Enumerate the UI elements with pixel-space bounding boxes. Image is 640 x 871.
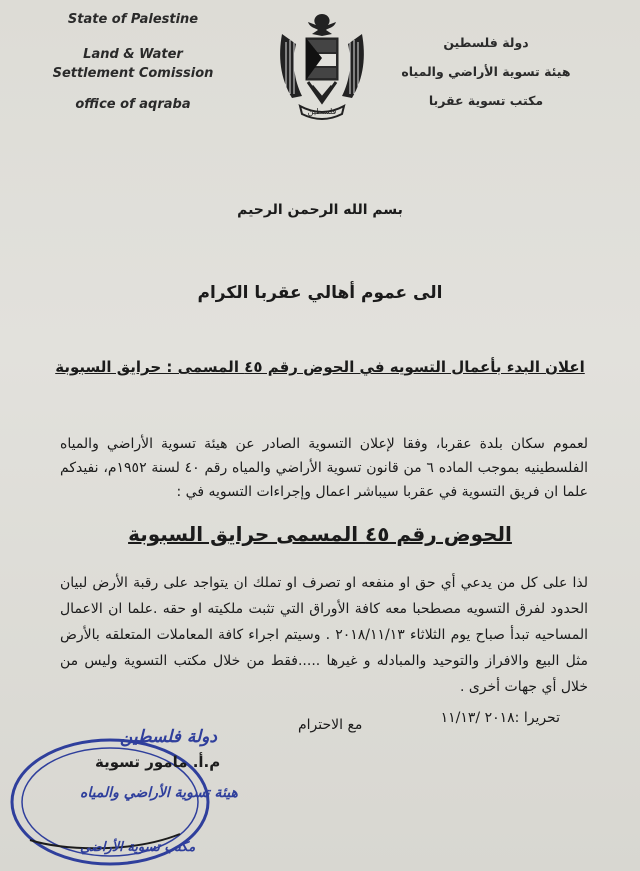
intro-paragraph: لعموم سكان بلدة عقربا، وفقا لإعلان التسوية الصادر عن هيئة تسوية الأراضي والمياه الفلسطينيه بموجب الماده ٦ من قانون تسوية الأراضي والمياه رقم ٤٠ لسنة ١٩٥٢م، نفيدكم علما ان فريق التسوية في عقربا سيباشر اعمال وإجراءات التسويه في : bbox=[60, 436, 588, 500]
header-arabic bbox=[396, 28, 576, 115]
basmala: بسم الله الرحمن الرحيم bbox=[237, 202, 403, 218]
closing-regards: مع الاحترام bbox=[298, 717, 363, 733]
basin-heading: الحوض رقم ٤٥ المسمى حرايق السبوبة bbox=[128, 522, 512, 546]
addressee: الى عموم أهالي عقربا الكرام bbox=[197, 283, 443, 303]
stamp-state: دولة فلسطين bbox=[120, 727, 217, 747]
header-ar-office: مكتب تسوية عقربا bbox=[428, 93, 544, 108]
header-state: State of Palestine bbox=[67, 12, 199, 27]
stamp-office: مكتب تسوية الأراضي bbox=[80, 840, 196, 855]
stamp-commission: هيئة تسوية الأراضي والمياه bbox=[80, 785, 238, 801]
header-commission-1: Land & Water bbox=[83, 47, 183, 62]
header-office: office of aqraba bbox=[75, 97, 191, 112]
header-ar-commission: هيئة تسوية الأراضي والمياه bbox=[401, 64, 571, 79]
instructions-paragraph: لذا على كل من يدعي أي حق او منفعه او تصرف او تملك ان يتواجد على رقبة الأرض لبيان الحدود لفرق التسويه مصطحبا معه كافة الأوراق التي تثبت ملكيته او حقه .علما ان الاعمال المساحيه تبدأ صباح يوم الثلاثاء ٢٠١٨/١١/١٣ . وسيتم اجراء كافة المعاملات المتعلقه بالأرض مثل البيع والافراز والتوحيد والمبادله و غيرها .....فقط من خلال مكتب التسوية وليس من خلال أي جهات أخرى . bbox=[60, 575, 588, 695]
stamp-officer: م.أ. مامور تسوية bbox=[95, 753, 221, 771]
issue-date: تحريرا :٢٠١٨ /١١/١٣ bbox=[440, 710, 560, 726]
header-english bbox=[48, 10, 218, 114]
eagle-emblem-icon bbox=[272, 6, 372, 126]
header-commission-2: Settlement Comission bbox=[52, 66, 214, 81]
header-ar-state: دولة فلسطين bbox=[443, 35, 529, 50]
announcement-title: اعلان البدء بأعمال التسويه في الحوض رقم ٤٥ المسمى : حرايق السبوبة bbox=[55, 358, 585, 376]
svg-text:فلسطين: فلسطين bbox=[307, 107, 337, 116]
